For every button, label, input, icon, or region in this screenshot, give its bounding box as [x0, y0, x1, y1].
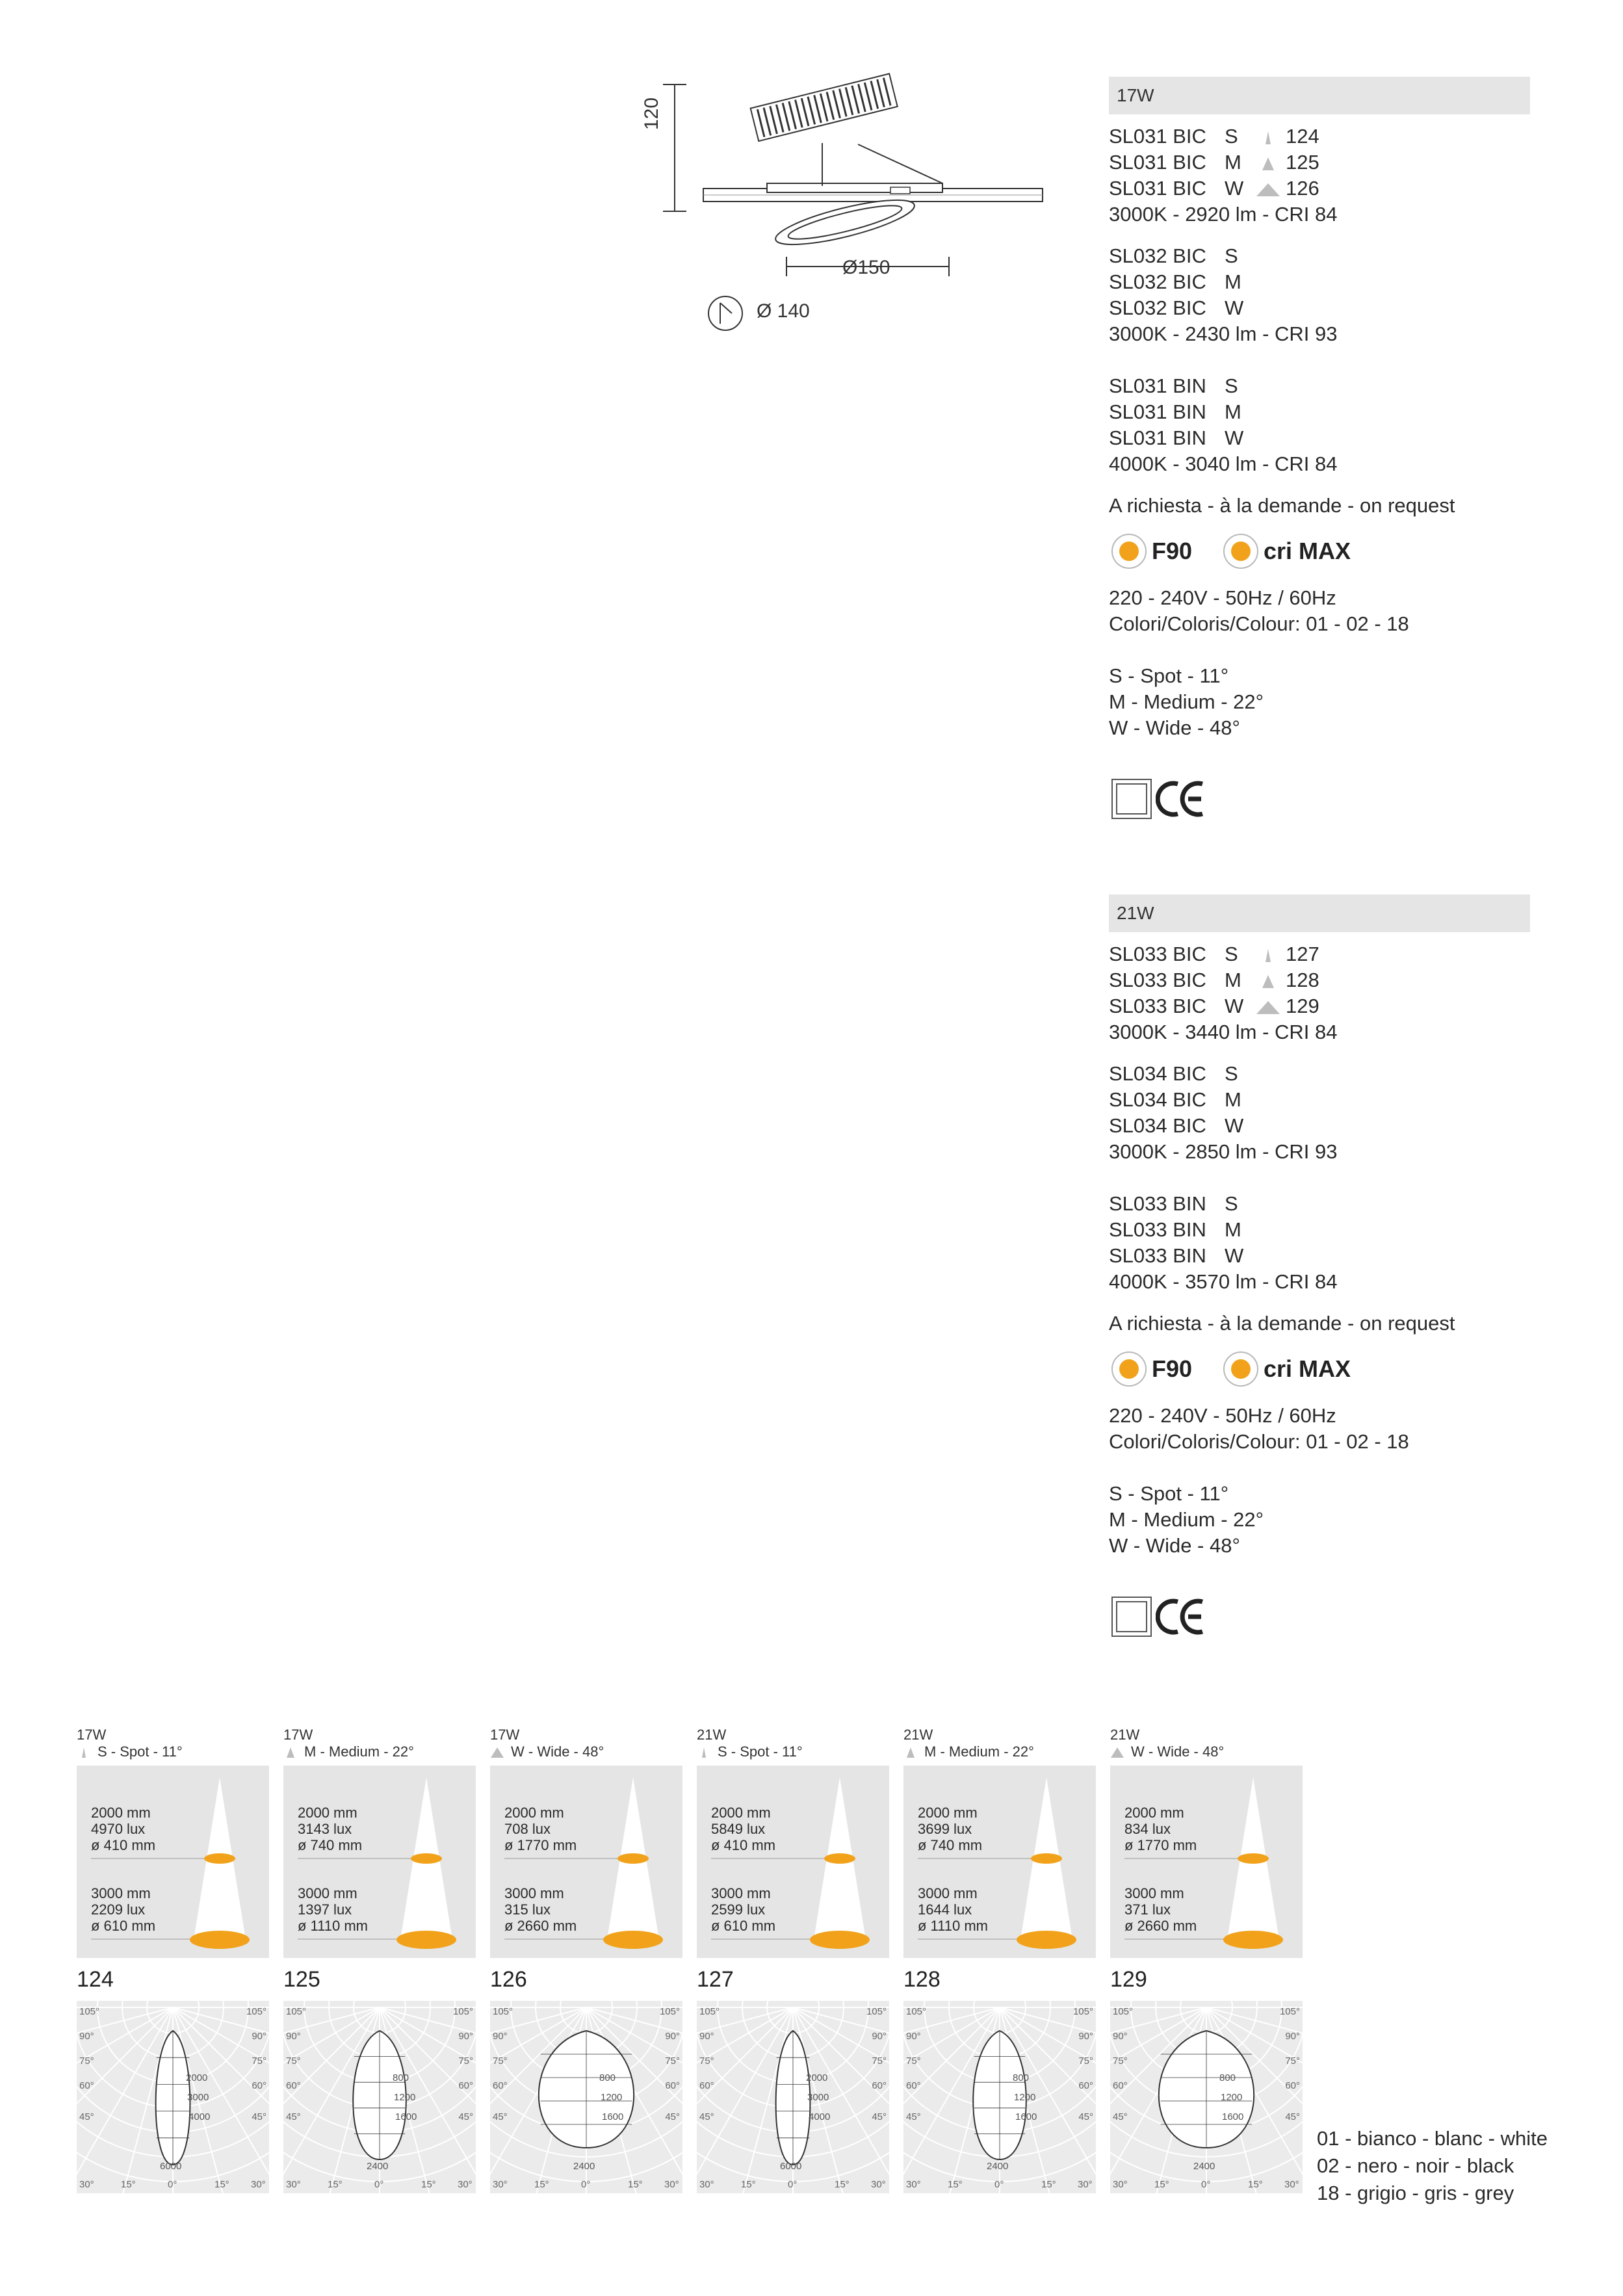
spec-row: SL031 BIC W 126: [1109, 176, 1319, 202]
power-label: 17W: [283, 1727, 313, 1743]
light-spot-1: [1031, 1853, 1062, 1864]
angle-label: 105°: [1113, 2006, 1134, 2017]
polar-diagram: [283, 2001, 476, 2193]
angle-label: 60°: [79, 2080, 94, 2091]
angle-label: 0°: [374, 2179, 384, 2190]
cone-diagram: [77, 1766, 269, 1958]
cone-diagram: [490, 1766, 682, 1958]
ring-label: 2400: [573, 2161, 595, 2172]
product-drawing: [637, 72, 1053, 345]
angle-label: 75°: [458, 2055, 473, 2067]
polar-diagram: [490, 2001, 682, 2193]
light-cone: [490, 1766, 682, 1958]
angle-label: 0°: [994, 2179, 1004, 2190]
beam-icon: [903, 1743, 924, 1760]
angle-label: 105°: [659, 2006, 680, 2017]
diameter-1: ø 740 mm: [918, 1837, 983, 1853]
beam-narrow-icon: [1251, 124, 1286, 150]
angle-label: 45°: [906, 2111, 921, 2122]
ring-label: 1600: [395, 2111, 417, 2122]
light-cone: [283, 1766, 476, 1958]
certifications: [1111, 1595, 1208, 1638]
diameter-2: ø 610 mm: [91, 1918, 156, 1934]
angle-label: 75°: [699, 2055, 714, 2067]
light-spot-1: [411, 1853, 442, 1864]
spec-row: SL034 BIC M: [1109, 1088, 1241, 1111]
ring-label: 800: [599, 2072, 616, 2083]
lux-1: 4970 lux: [91, 1821, 146, 1837]
lux-1: 834 lux: [1124, 1821, 1171, 1837]
ring-label: 3000: [807, 2092, 829, 2103]
spec-row: SL032 BIC W: [1109, 296, 1244, 319]
angle-label: 90°: [665, 2031, 680, 2042]
ring-label: 2000: [806, 2072, 828, 2083]
angle-label: 60°: [872, 2080, 887, 2091]
beam-label: M - Medium - 22°: [283, 1743, 414, 1760]
angle-label: 15°: [1248, 2179, 1263, 2190]
beam-legend-spot: S - Spot - 11°: [1109, 664, 1229, 687]
cri-max-badge: cri MAX: [1223, 532, 1351, 571]
f90-icon: [1111, 534, 1147, 569]
angle-label: 30°: [1078, 2179, 1093, 2190]
beam-icon: [697, 1743, 718, 1760]
light-spot-1: [824, 1853, 855, 1864]
angle-label: 60°: [493, 2080, 508, 2091]
angle-label: 105°: [246, 2006, 266, 2017]
spec-row: SL033 BIC W 129: [1109, 993, 1319, 1019]
light-spot-1: [1238, 1853, 1269, 1864]
lux-2: 1397 lux: [298, 1901, 352, 1918]
angle-label: 30°: [664, 2179, 679, 2190]
distance-1: 2000 mm: [298, 1805, 357, 1821]
angle-label: 60°: [252, 2080, 266, 2091]
diameter-2: ø 1110 mm: [298, 1918, 368, 1934]
f90-badge: F90: [1111, 1350, 1192, 1389]
photometric-column: [903, 1727, 1096, 2195]
distance-1: 2000 mm: [1124, 1805, 1184, 1821]
angle-label: 45°: [1285, 2111, 1300, 2122]
angle-label: 45°: [1078, 2111, 1093, 2122]
photometric-column: [1110, 1727, 1303, 2195]
beam-label: S - Spot - 11°: [697, 1743, 803, 1760]
diameter-1: ø 740 mm: [298, 1837, 363, 1853]
light-spot-2: [1223, 1931, 1283, 1949]
spec-lumen: 3000K - 3440 lm - CRI 84: [1109, 1021, 1338, 1043]
voltage-label: 220 - 240V - 50Hz / 60Hz: [1109, 586, 1336, 609]
colours-label: Colori/Coloris/Colour: 01 - 02 - 18: [1109, 612, 1409, 635]
angle-label: 75°: [906, 2055, 921, 2067]
ring-label: 2400: [367, 2161, 389, 2172]
ring-label: 1600: [1222, 2111, 1244, 2122]
angle-label: 75°: [1285, 2055, 1300, 2067]
ce-mark-icon: [1156, 777, 1208, 820]
power-header: 21W: [1109, 894, 1530, 932]
angle-label: 15°: [534, 2179, 549, 2190]
power-label: 17W: [77, 1727, 107, 1743]
power-label: 17W: [490, 1727, 520, 1743]
diagram-number: 128: [903, 1967, 941, 1992]
angle-label: 15°: [1154, 2179, 1169, 2190]
cone-diagram: [1110, 1766, 1303, 1958]
angle-label: 90°: [286, 2031, 301, 2042]
lux-1: 708 lux: [504, 1821, 551, 1837]
ring-label: 3000: [187, 2092, 209, 2103]
angle-label: 75°: [286, 2055, 301, 2067]
spec-panel-17w: [1109, 77, 1530, 831]
polar-diagram: [77, 2001, 269, 2193]
beam-legend-spot: S - Spot - 11°: [1109, 1482, 1229, 1505]
ring-label: 1600: [1015, 2111, 1037, 2122]
spec-row: SL031 BIC S 124: [1109, 124, 1319, 150]
cri-max-badge: cri MAX: [1223, 1350, 1351, 1389]
angle-label: 105°: [699, 2006, 720, 2017]
diagram-number: 125: [283, 1967, 320, 1992]
angle-label: 105°: [79, 2006, 100, 2017]
angle-label: 90°: [252, 2031, 266, 2042]
colours-label: Colori/Coloris/Colour: 01 - 02 - 18: [1109, 1430, 1409, 1453]
cone-diagram: [283, 1766, 476, 1958]
beam-legend-wide: W - Wide - 48°: [1109, 716, 1240, 739]
f90-badge: F90: [1111, 532, 1192, 571]
spec-row: SL033 BIC M 128: [1109, 967, 1319, 993]
beam-icon: [77, 1743, 97, 1760]
lux-2: 315 lux: [504, 1901, 551, 1918]
voltage-label: 220 - 240V - 50Hz / 60Hz: [1109, 1404, 1336, 1427]
spec-row: SL031 BIN S: [1109, 374, 1238, 397]
angle-label: 105°: [1072, 2006, 1093, 2017]
angle-label: 0°: [788, 2179, 798, 2190]
photometric-column: [77, 1727, 269, 2195]
light-spot-2: [190, 1931, 250, 1949]
angle-label: 30°: [458, 2179, 473, 2190]
diameter-2: ø 2660 mm: [504, 1918, 577, 1934]
beam-medium-icon: [1251, 150, 1286, 176]
angle-label: 60°: [286, 2080, 301, 2091]
spec-row: SL031 BIN M: [1109, 400, 1241, 423]
angle-label: 105°: [1279, 2006, 1300, 2017]
on-request-label: A richiesta - à la demande - on request: [1109, 494, 1455, 517]
angle-label: 45°: [872, 2111, 887, 2122]
ring-label: 2400: [1193, 2161, 1215, 2172]
ring-label: 4000: [809, 2111, 831, 2122]
angle-label: 45°: [286, 2111, 301, 2122]
angle-label: 75°: [665, 2055, 680, 2067]
lux-1: 3143 lux: [298, 1821, 352, 1837]
angle-label: 45°: [1113, 2111, 1128, 2122]
angle-label: 45°: [493, 2111, 508, 2122]
diameter-1: ø 410 mm: [91, 1837, 156, 1853]
class-ii-icon: [1111, 779, 1152, 819]
photometric-column: [490, 1727, 682, 2195]
angle-label: 75°: [872, 2055, 887, 2067]
distance-1: 2000 mm: [918, 1805, 978, 1821]
power-label: 21W: [697, 1727, 727, 1743]
angle-label: 105°: [452, 2006, 473, 2017]
spec-row: SL031 BIC M 125: [1109, 150, 1319, 176]
light-cone: [77, 1766, 269, 1958]
ring-label: 6000: [160, 2161, 182, 2172]
angle-label: 15°: [328, 2179, 343, 2190]
angle-label: 105°: [493, 2006, 513, 2017]
ring-label: 1200: [1014, 2092, 1036, 2103]
diagram-number: 126: [490, 1967, 527, 1992]
beam-narrow-icon: [1251, 941, 1286, 967]
height-label: 120: [641, 97, 662, 130]
lux-2: 371 lux: [1124, 1901, 1171, 1918]
spec-lumen: 3000K - 2850 lm - CRI 93: [1109, 1140, 1338, 1163]
beam-icon: [1110, 1743, 1131, 1760]
angle-label: 45°: [252, 2111, 266, 2122]
diameter-2: ø 610 mm: [711, 1918, 776, 1934]
spec-row: SL033 BIN W: [1109, 1244, 1244, 1267]
spec-row: SL032 BIC M: [1109, 270, 1241, 293]
cone-diagram: [697, 1766, 889, 1958]
light-cone: [697, 1766, 889, 1958]
cri-max-icon: [1223, 1351, 1258, 1387]
angle-label: 0°: [581, 2179, 591, 2190]
angle-label: 60°: [699, 2080, 714, 2091]
angle-label: 75°: [79, 2055, 94, 2067]
angle-label: 15°: [741, 2179, 756, 2190]
spec-lumen: 4000K - 3570 lm - CRI 84: [1109, 1270, 1338, 1293]
angle-label: 30°: [1113, 2179, 1128, 2190]
diameter-1: ø 1770 mm: [504, 1837, 577, 1853]
angle-label: 75°: [493, 2055, 508, 2067]
angle-label: 45°: [665, 2111, 680, 2122]
angle-label: 105°: [906, 2006, 927, 2017]
light-spot-2: [1017, 1931, 1076, 1949]
angle-label: 90°: [458, 2031, 473, 2042]
angle-label: 15°: [214, 2179, 229, 2190]
beam-legend-medium: M - Medium - 22°: [1109, 1508, 1264, 1531]
diagram-number: 127: [697, 1967, 734, 1992]
distance-2: 3000 mm: [91, 1885, 151, 1901]
angle-label: 90°: [1078, 2031, 1093, 2042]
lux-2: 2599 lux: [711, 1901, 766, 1918]
beam-wide-icon: [1251, 176, 1286, 202]
power-header: 17W: [1109, 77, 1530, 114]
angle-label: 30°: [79, 2179, 94, 2190]
spec-row: SL032 BIC S: [1109, 244, 1238, 267]
angle-label: 30°: [251, 2179, 266, 2190]
angle-label: 30°: [699, 2179, 714, 2190]
ring-label: 2000: [186, 2072, 208, 2083]
angle-label: 45°: [458, 2111, 473, 2122]
angle-label: 15°: [948, 2179, 963, 2190]
angle-label: 75°: [1113, 2055, 1128, 2067]
beam-icon: [283, 1743, 304, 1760]
ring-label: 800: [1013, 2072, 1030, 2083]
polar-diagram: [697, 2001, 889, 2193]
angle-label: 75°: [1078, 2055, 1093, 2067]
spec-lumen: 3000K - 2920 lm - CRI 84: [1109, 203, 1338, 226]
angle-label: 15°: [121, 2179, 136, 2190]
angle-label: 90°: [699, 2031, 714, 2042]
certifications: [1111, 777, 1208, 820]
diameter-1: ø 1770 mm: [1124, 1837, 1197, 1853]
angle-label: 90°: [79, 2031, 94, 2042]
light-spot-2: [810, 1931, 870, 1949]
angle-label: 75°: [252, 2055, 266, 2067]
beam-label: M - Medium - 22°: [903, 1743, 1034, 1760]
angle-label: 90°: [493, 2031, 508, 2042]
colour-white: 01 - bianco - blanc - white: [1317, 2127, 1548, 2150]
light-spot-1: [617, 1853, 649, 1864]
angle-label: 105°: [286, 2006, 307, 2017]
diagram-number: 124: [77, 1967, 114, 1992]
cri-max-icon: [1223, 534, 1258, 569]
angle-label: 60°: [1285, 2080, 1300, 2091]
lux-2: 1644 lux: [918, 1901, 972, 1918]
angle-label: 15°: [421, 2179, 436, 2190]
angle-label: 60°: [1078, 2080, 1093, 2091]
cone-diagram: [903, 1766, 1096, 1958]
power-label: 21W: [1110, 1727, 1140, 1743]
lux-1: 3699 lux: [918, 1821, 972, 1837]
on-request-label: A richiesta - à la demande - on request: [1109, 1312, 1455, 1335]
distance-1: 2000 mm: [711, 1805, 771, 1821]
spec-lumen: 4000K - 3040 lm - CRI 84: [1109, 452, 1338, 475]
colour-black: 02 - nero - noir - black: [1317, 2154, 1514, 2177]
angle-label: 15°: [1041, 2179, 1056, 2190]
distance-1: 2000 mm: [91, 1805, 151, 1821]
spec-panel-21w: [1109, 894, 1530, 1649]
light-spot-2: [603, 1931, 663, 1949]
ring-label: 4000: [188, 2111, 211, 2122]
angle-label: 60°: [906, 2080, 921, 2091]
angle-label: 45°: [699, 2111, 714, 2122]
beam-medium-icon: [1251, 967, 1286, 993]
ring-label: 800: [1219, 2072, 1236, 2083]
distance-2: 3000 mm: [504, 1885, 564, 1901]
photometric-column: [697, 1727, 889, 2195]
angle-label: 15°: [628, 2179, 643, 2190]
beam-label: W - Wide - 48°: [490, 1743, 604, 1760]
beam-icon: [490, 1743, 511, 1760]
f90-icon: [1111, 1351, 1147, 1387]
light-spot-1: [204, 1853, 235, 1864]
angle-label: 30°: [871, 2179, 886, 2190]
ring-label: 1200: [601, 2092, 623, 2103]
angle-label: 0°: [168, 2179, 177, 2190]
angle-label: 60°: [1113, 2080, 1128, 2091]
diameter-2: ø 2660 mm: [1124, 1918, 1197, 1934]
spec-lumen: 3000K - 2430 lm - CRI 93: [1109, 322, 1338, 345]
diameter-1: ø 410 mm: [711, 1837, 776, 1853]
angle-label: 60°: [458, 2080, 473, 2091]
colour-grey: 18 - grigio - gris - grey: [1317, 2182, 1514, 2204]
light-cone: [1110, 1766, 1303, 1958]
distance-2: 3000 mm: [1124, 1885, 1184, 1901]
angle-label: 105°: [866, 2006, 887, 2017]
spec-row: SL034 BIC W: [1109, 1114, 1244, 1137]
polar-diagram: [903, 2001, 1096, 2193]
ring-label: 2400: [987, 2161, 1009, 2172]
spec-row: SL034 BIC S: [1109, 1062, 1238, 1085]
angle-label: 90°: [906, 2031, 921, 2042]
power-label: 21W: [903, 1727, 933, 1743]
ring-label: 1200: [1221, 2092, 1243, 2103]
light-cone: [903, 1766, 1096, 1958]
angle-label: 60°: [665, 2080, 680, 2091]
angle-label: 30°: [1284, 2179, 1299, 2190]
angle-label: 30°: [906, 2179, 921, 2190]
ring-label: 800: [393, 2072, 409, 2083]
diameter-2: ø 1110 mm: [918, 1918, 988, 1934]
angle-label: 15°: [835, 2179, 850, 2190]
beam-legend-medium: M - Medium - 22°: [1109, 690, 1264, 713]
ring-label: 1200: [394, 2092, 416, 2103]
angle-label: 30°: [286, 2179, 301, 2190]
light-spot-2: [396, 1931, 456, 1949]
angle-label: 45°: [79, 2111, 94, 2122]
beam-wide-icon: [1251, 993, 1286, 1019]
spec-row: SL033 BIN M: [1109, 1218, 1241, 1241]
lux-1: 5849 lux: [711, 1821, 766, 1837]
beam-label: W - Wide - 48°: [1110, 1743, 1224, 1760]
photometric-column: [283, 1727, 476, 2195]
ring-label: 1600: [602, 2111, 624, 2122]
ring-label: 6000: [780, 2161, 802, 2172]
spec-row: SL033 BIC S 127: [1109, 941, 1319, 967]
distance-2: 3000 mm: [711, 1885, 771, 1901]
spec-row: SL033 BIN S: [1109, 1192, 1238, 1215]
angle-label: 0°: [1201, 2179, 1211, 2190]
cutout-label: Ø 140: [757, 300, 810, 322]
class-ii-icon: [1111, 1597, 1152, 1637]
diagram-number: 129: [1110, 1967, 1147, 1992]
beam-label: S - Spot - 11°: [77, 1743, 183, 1760]
distance-1: 2000 mm: [504, 1805, 564, 1821]
lux-2: 2209 lux: [91, 1901, 146, 1918]
distance-2: 3000 mm: [918, 1885, 978, 1901]
polar-diagram: [1110, 2001, 1303, 2193]
diameter-label: Ø150: [842, 257, 890, 278]
angle-label: 90°: [872, 2031, 887, 2042]
distance-2: 3000 mm: [298, 1885, 357, 1901]
angle-label: 90°: [1113, 2031, 1128, 2042]
angle-label: 30°: [493, 2179, 508, 2190]
spec-row: SL031 BIN W: [1109, 426, 1244, 449]
ce-mark-icon: [1156, 1595, 1208, 1638]
angle-label: 90°: [1285, 2031, 1300, 2042]
beam-legend-wide: W - Wide - 48°: [1109, 1534, 1240, 1557]
